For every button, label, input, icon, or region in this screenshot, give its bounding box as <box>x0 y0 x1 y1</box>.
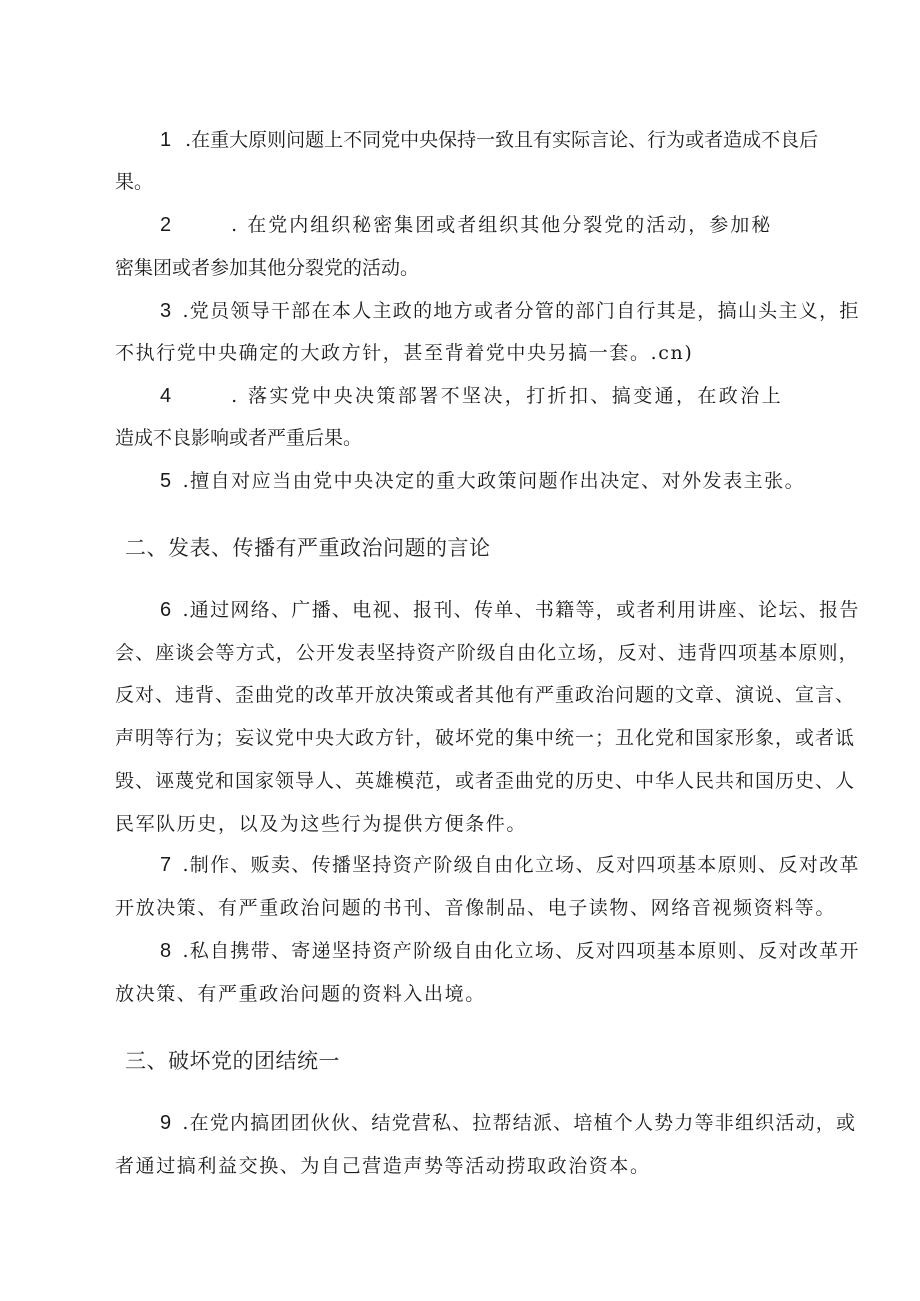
item-number: 8 <box>160 940 173 962</box>
item-number: 1 <box>160 129 172 151</box>
item-number: 2 <box>160 214 172 236</box>
item-number: 7 <box>160 854 173 876</box>
item-2-line-1 <box>160 213 772 237</box>
item-6-line-4: 声明等行为；妄议党中央大政方针，破坏党的集中统一；丑化党和国家形象，或者诋 <box>115 727 856 749</box>
item-6-line-6: 民军队历史，以及为这些行为提供方便条件。 <box>115 813 528 835</box>
item-3-line-2: 不执行党中央确定的大政方针，甚至背着党中央另搞一套。.cn) <box>115 342 694 364</box>
item-6-line-1 <box>160 598 860 622</box>
item-text: . 落实党中央决策部署不坚决，打折扣、搞变通，在政治上 <box>231 385 784 407</box>
item-number: 4 <box>160 385 172 407</box>
item-number: 6 <box>160 599 173 621</box>
item-9-line-2: 者通过搞利益交换、为自己营造声势等活动捞取政治资本。 <box>115 1155 651 1177</box>
item-number: 5 <box>160 470 173 492</box>
item-2-line-2: 密集团或者参加其他分裂党的活动。 <box>115 257 420 279</box>
item-number: 3 <box>160 300 173 322</box>
item-3-line-1 <box>160 299 860 323</box>
item-text: .通过网络、广播、电视、报刊、传单、书籍等，或者利用讲座、论坛、报告 <box>182 599 860 621</box>
item-6-line-3: 反对、违背、歪曲党的改革开放决策或者其他有严重政治问题的文章、演说、宣言、 <box>115 684 856 706</box>
item-7-line-2: 开放决策、有严重政治问题的书刊、音像制品、电子读物、网络音视频资料等。 <box>115 897 837 919</box>
item-1-line-2: 果。 <box>115 171 154 193</box>
item-text: .制作、贩卖、传播坚持资产阶级自由化立场、反对四项基本原则、反对改革 <box>182 854 860 876</box>
item-9-line-1 <box>160 1111 856 1135</box>
item-text: .党员领导干部在本人主政的地方或者分管的部门自行其是，搞山头主义，拒 <box>182 300 860 322</box>
item-number: 9 <box>160 1112 173 1134</box>
section-heading-2: 二、发表、传播有严重政治问题的言论 <box>125 536 491 560</box>
item-5-line-1 <box>160 469 805 493</box>
item-text: .在党内搞团团伙伙、结党营私、拉帮结派、培植个人势力等非组织活动，或 <box>182 1112 857 1134</box>
item-6-line-2: 会、座谈会等方式，公开发表坚持资产阶级自由化立场，反对、违背四项基本原则， <box>115 642 859 664</box>
item-text: .在重大原则问题上不同党中央保持一致且有实际言论、行为或者造成不良后 <box>185 129 819 151</box>
item-text: .私自携带、寄递坚持资产阶级自由化立场、反对四项基本原则、反对改革开 <box>182 940 860 962</box>
item-text: .擅自对应当由党中央决定的重大政策问题作出决定、对外发表主张。 <box>182 470 806 492</box>
item-8-line-1 <box>160 939 860 963</box>
item-1-line-1 <box>160 128 852 152</box>
item-6-line-5: 毁、诬蔑党和国家领导人、英雄模范，或者歪曲党的历史、中华人民共和国历史、人 <box>115 770 856 792</box>
item-8-line-2: 放决策、有严重政治问题的资料入出境。 <box>115 983 486 1005</box>
item-text: . 在党内组织秘密集团或者组织其他分裂党的活动，参加秘 <box>231 214 773 236</box>
item-7-line-1 <box>160 853 860 877</box>
section-heading-3: 三、破坏党的团结统一 <box>125 1049 340 1073</box>
item-4-line-1 <box>160 384 783 408</box>
item-4-line-2: 造成不良影响或者严重后果。 <box>115 427 363 449</box>
